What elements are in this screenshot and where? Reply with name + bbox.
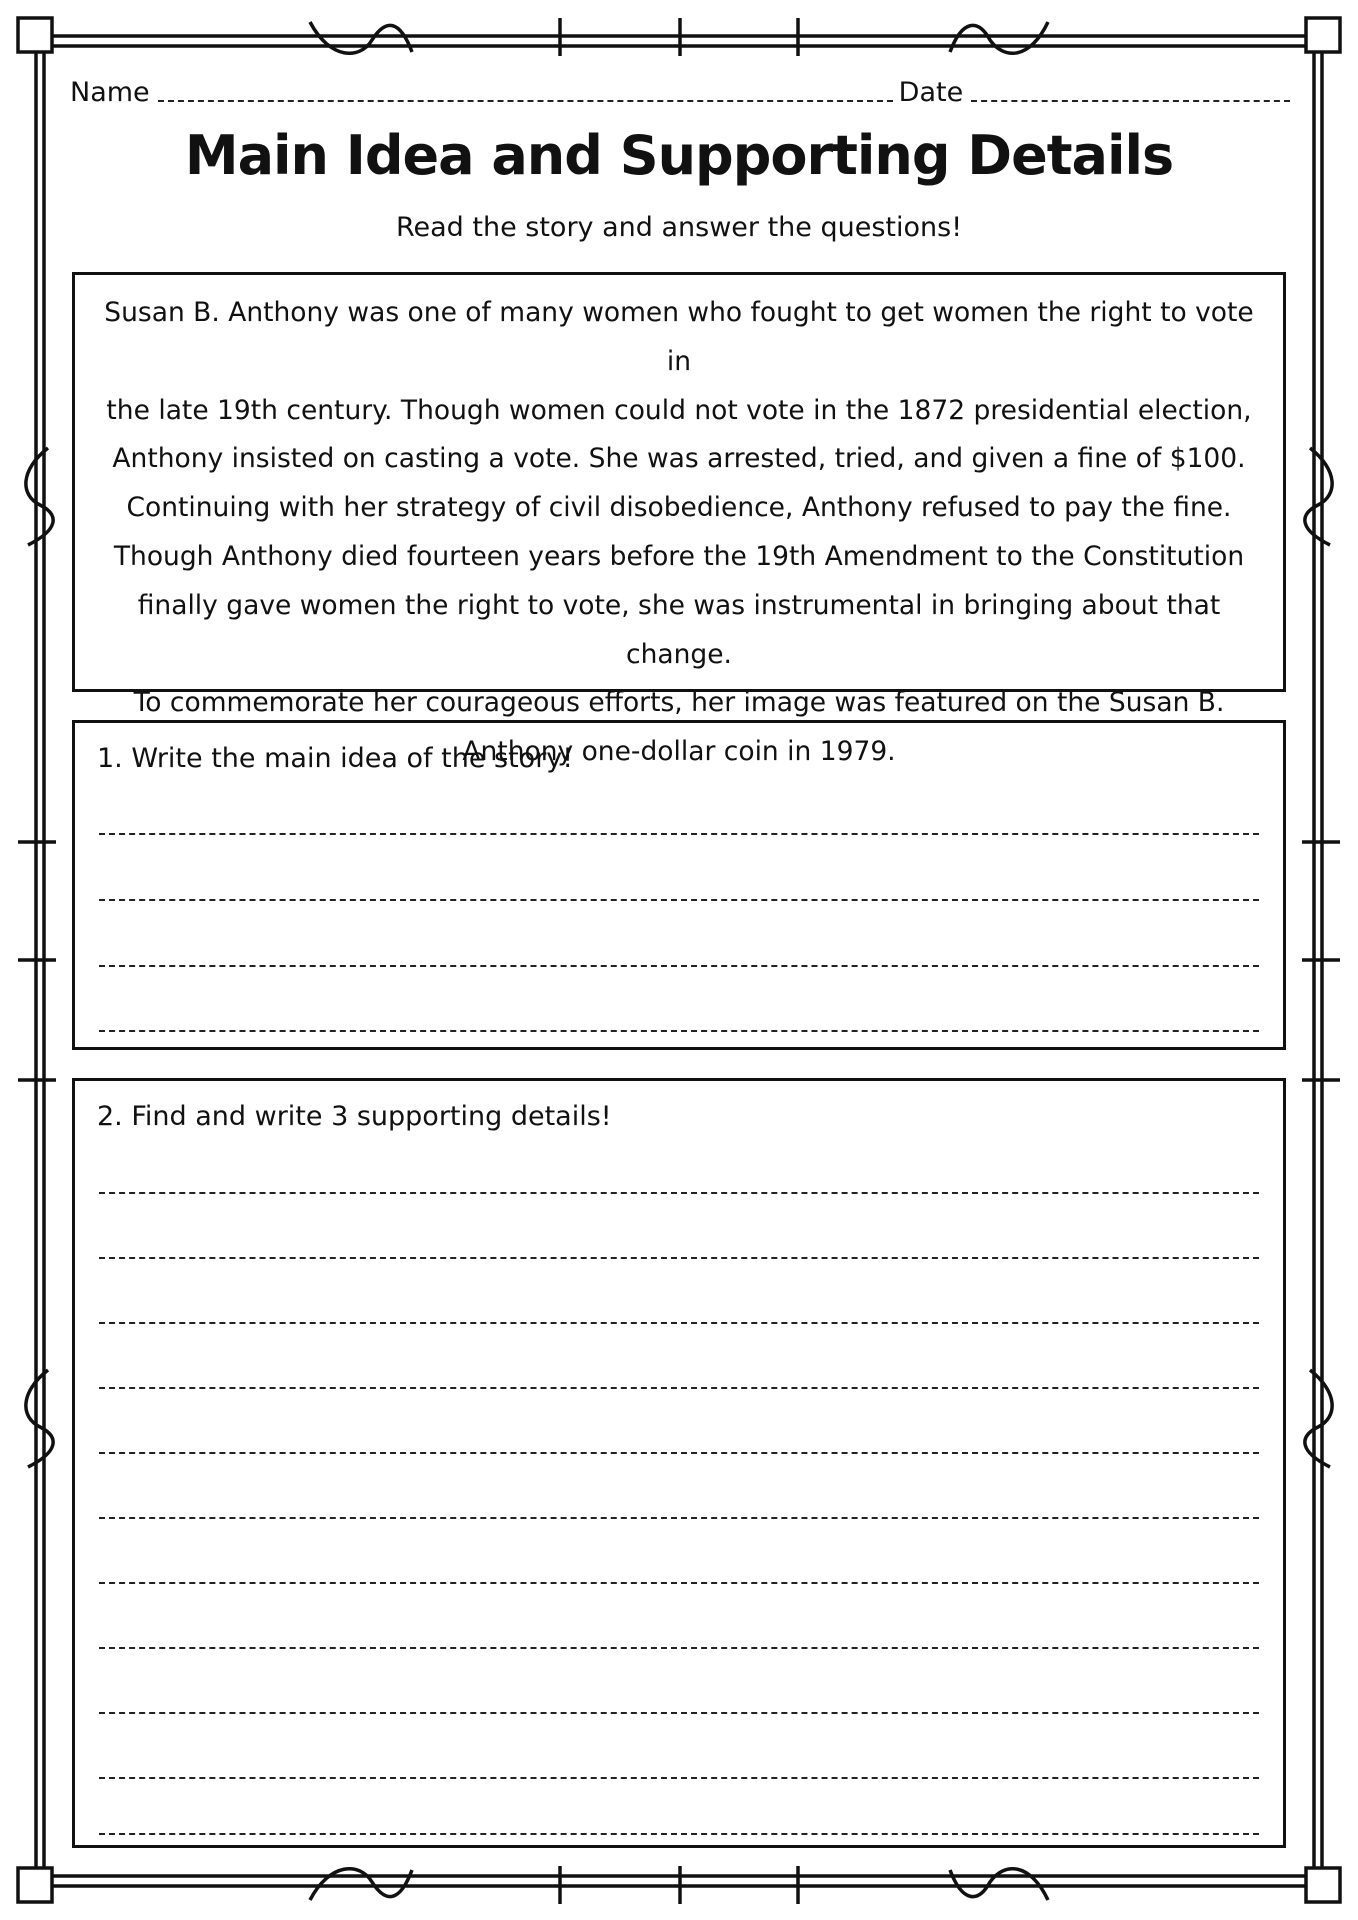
question-2-box xyxy=(72,1078,1286,1848)
page-subtitle: Read the story and answer the questions! xyxy=(395,212,963,243)
answer-line[interactable] xyxy=(99,1030,1259,1032)
story-line: Though Anthony died fourteen years before the 19th Amendment to the Constitution xyxy=(113,540,1245,572)
question-2-text: 2. Find and write 3 supporting details! xyxy=(97,1101,612,1132)
story-line: Continuing with her strategy of civil disobedience, Anthony refused to pay the fine. xyxy=(126,492,1232,524)
story-line: Anthony one-dollar coin in 1979. xyxy=(462,736,896,768)
story-line: the late 19th century. Though women could not vote in the 1872 presidential election, xyxy=(106,394,1252,426)
answer-line[interactable] xyxy=(99,1257,1259,1259)
answer-line[interactable] xyxy=(99,1452,1259,1454)
answer-line[interactable] xyxy=(99,1387,1259,1389)
answer-line[interactable] xyxy=(99,899,1259,901)
name-date-row xyxy=(70,68,1290,108)
story-line: finally gave women the right to vote, she was instrumental in bringing about that change. xyxy=(137,589,1221,670)
answer-line[interactable] xyxy=(99,833,1259,835)
answer-line[interactable] xyxy=(99,1777,1259,1779)
date-label: Date xyxy=(898,77,964,108)
answer-line[interactable] xyxy=(99,1192,1259,1194)
page-title: Main Idea and Supporting Details xyxy=(184,124,1174,187)
story-line: Susan B. Anthony was one of many women who fought to get women the right to vote in xyxy=(104,297,1254,377)
answer-line[interactable] xyxy=(99,1833,1259,1835)
name-field[interactable] xyxy=(158,72,893,102)
story-line: To commemorate her courageous efforts, her image was featured on the Susan B. xyxy=(133,687,1225,719)
answer-line[interactable] xyxy=(99,1582,1259,1584)
answer-line[interactable] xyxy=(99,1322,1259,1324)
date-field[interactable] xyxy=(971,72,1290,102)
answer-line[interactable] xyxy=(99,1517,1259,1519)
name-label: Name xyxy=(70,77,150,108)
question-1-text: 1. Write the main idea of the story! xyxy=(97,743,574,774)
question-1-box xyxy=(72,720,1286,1050)
answer-line[interactable] xyxy=(99,1647,1259,1649)
story-line: Anthony insisted on casting a vote. She was arrested, tried, and given a fine of $100. xyxy=(112,443,1246,475)
answer-line[interactable] xyxy=(99,965,1259,967)
answer-line[interactable] xyxy=(99,1712,1259,1714)
